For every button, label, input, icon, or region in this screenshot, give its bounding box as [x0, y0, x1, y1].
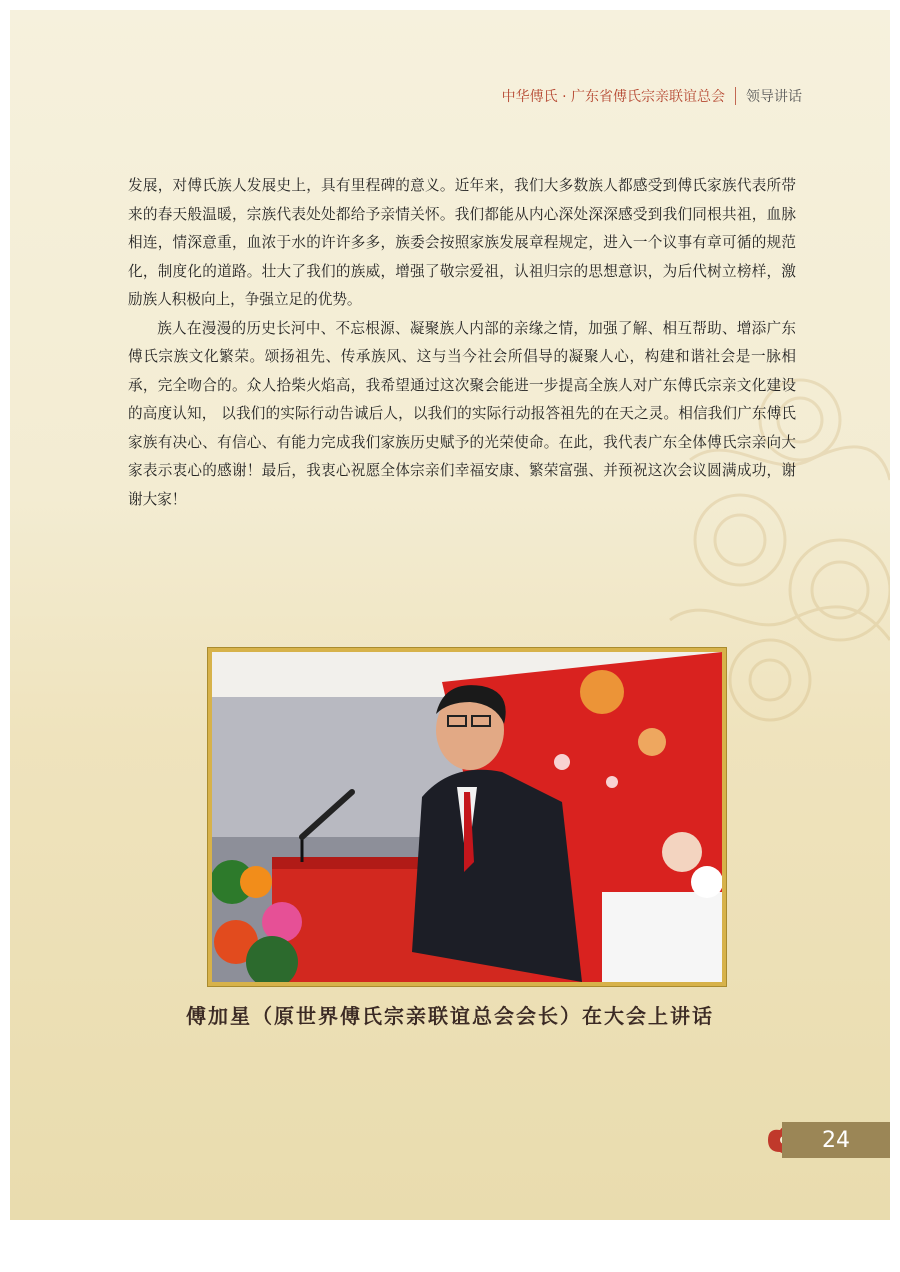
article-body [128, 172, 796, 514]
paragraph-2: 族人在漫漫的历史长河中、不忘根源、凝聚族人内部的亲缘之情，加强了解、相互帮助、增添广东傅氏宗族文化繁荣。颂扬祖先、传承族风、这与当今社会所倡导的凝聚人心，构建和谐社会是一脉相承，完全吻合的。众人拾柴火焰高，我希望通过这次聚会能进一步提高全族人对广东傅氏宗亲文化建设的高度认知， 以我们的实际行动告诚后人，以我们的实际行动报答祖先的在天之灵。相信我们广东傅氏家族有决心、有信心、有能力完成我们家族历史赋予的光荣使命。在此，我代表广东全体傅氏宗亲向大家表示衷心的感谢！最后，我衷心祝愿全体宗亲们幸福安康、繁荣富强、并预祝这次会议圆满成功，谢谢大家！ [128, 319, 796, 508]
header-title: 中华傅氏 · 广东省傅氏宗亲联谊总会 [501, 89, 725, 105]
page-number: 24 [782, 1122, 890, 1158]
speaker-photo [208, 648, 726, 986]
photo-illustration [212, 652, 722, 982]
document-page [10, 10, 890, 1220]
header-section: 领导讲话 [746, 89, 802, 105]
paragraph-1: 发展，对傅氏族人发展史上，具有里程碑的意义。近年来，我们大多数族人都感受到傅氏家族代表所带来的春天般温暖，宗族代表处处都给予亲情关怀。我们都能从内心深处深深感受到我们同根共祖，血脉相连，情深意重，血浓于水的许许多多，族委会按照家族发展章程规定，进入一个议事有章可循的规范化，制度化的道路。壮大了我们的族威，增强了敬宗爱祖，认祖归宗的思想意识，为后代树立榜样，激励族人积极向上，争强立足的优势。 [128, 177, 796, 308]
running-header [502, 86, 802, 106]
header-divider [735, 87, 736, 105]
photo-caption: 傅加星（原世界傅氏宗亲联谊总会会长）在大会上讲话 [186, 1004, 714, 1028]
